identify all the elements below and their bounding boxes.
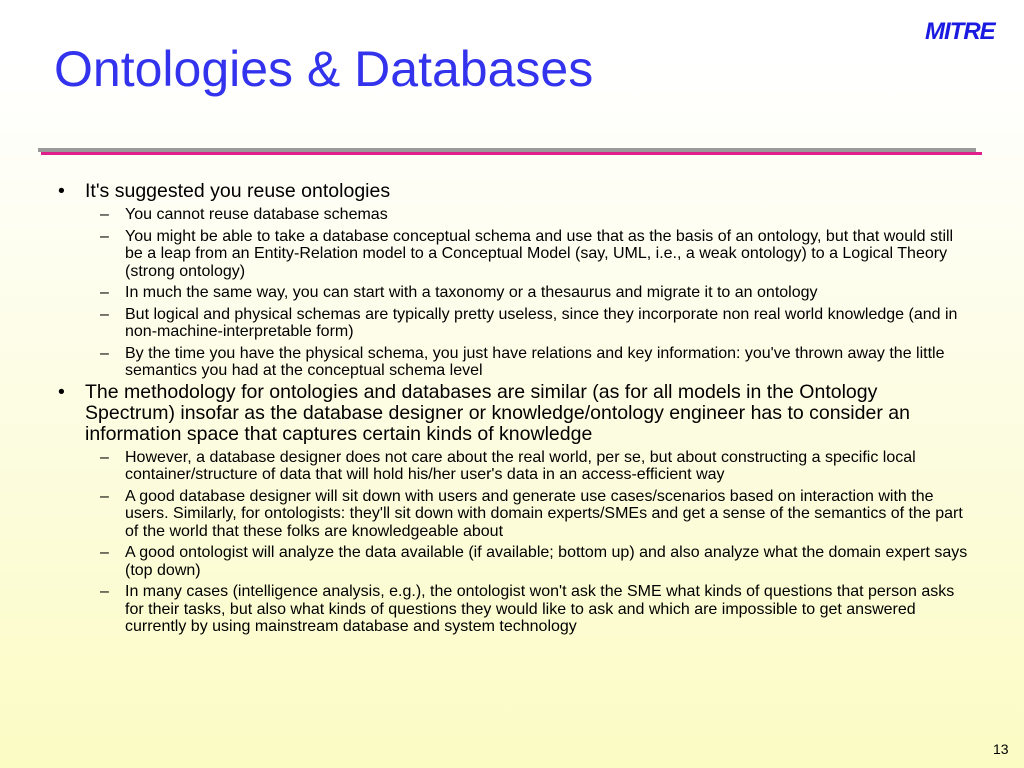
sub-bullet-text: In much the same way, you can start with a taxonomy or a thesaurus and migrate it to an ontology — [125, 284, 818, 301]
sub-bullet-item — [58, 449, 968, 484]
title-divider — [38, 148, 982, 156]
sub-bullet-text: A good database designer will sit down with users and generate use cases/scenarios based on interaction with the users. Similarly, for ontologists: they'll sit down with domain experts/SMEs and get a sense of the semantics of the part of the world that these folks are knowledgeable about — [125, 487, 963, 540]
sub-bullet-marker: – — [100, 305, 109, 323]
sub-bullet-text: But logical and physical schemas are typically pretty useless, since they incorporate non real world knowledge (and in non-machine-interpretable form) — [125, 305, 958, 340]
mitre-logo: MITRE — [925, 18, 995, 45]
sub-bullet-text: In many cases (intelligence analysis, e.g.), the ontologist won't ask the SME what kinds of questions that person asks for their tasks, but also what kinds of questions they would like to ask and which are impossible to get answered currently by using mainstream database and system technology — [125, 583, 955, 635]
sub-bullet-text: By the time you have the physical schema, you just have relations and key information: you've thrown away the little semantics you had at the conceptual schema level — [125, 344, 945, 379]
slide-title: Ontologies & Databases — [54, 41, 594, 97]
sub-bullet-item — [58, 544, 968, 579]
bullet-item — [58, 382, 968, 445]
sub-bullet-item — [58, 228, 968, 281]
sub-bullet-marker: – — [100, 487, 109, 505]
bullet-group — [58, 382, 968, 636]
bullet-group — [58, 181, 968, 380]
page-number: 13 — [993, 741, 1009, 757]
sub-bullet-item — [58, 206, 968, 224]
sub-bullet-marker: – — [100, 206, 109, 223]
sub-bullet-text: A good ontologist will analyze the data available (if available; bottom up) and also analyze what the domain expert says (top down) — [125, 544, 968, 579]
bullet-text: It's suggested you reuse ontologies — [85, 180, 391, 202]
sub-bullet-marker: – — [100, 227, 109, 245]
bullet-marker: • — [58, 180, 65, 202]
sub-bullet-text: You cannot reuse database schemas — [125, 206, 388, 223]
sub-bullet-item — [58, 284, 968, 302]
sub-bullet-item — [58, 583, 968, 636]
bullet-item — [58, 181, 968, 202]
bullet-text: The methodology for ontologies and databases are similar (as for all models in the Ontology Spectrum) insofar as the database designer or knowledge/ontology engineer has to consider an information space that captures certain kinds of knowledge — [85, 380, 910, 445]
sub-bullet-marker: – — [100, 544, 109, 561]
sub-bullet-item — [58, 345, 968, 380]
sub-bullet-marker: – — [100, 448, 109, 466]
sub-bullet-marker: – — [100, 583, 109, 600]
sub-bullet-text: However, a database designer does not care about the real world, per se, but about constructing a specific local container/structure of data that will hold his/her user's data in an access-efficient way — [125, 448, 916, 483]
sub-bullet-marker: – — [100, 284, 109, 301]
sub-bullet-item — [58, 488, 968, 541]
sub-bullet-text: You might be able to take a database conceptual schema and use that as the basis of an ontology, but that would still be a leap from an Entity-Relation model to a Conceptual Model (say, UML, i.e., a weak ontology) to a Logical Theory (strong ontology) — [125, 227, 954, 280]
slide-body — [58, 179, 968, 638]
divider-pink-line — [41, 152, 982, 155]
sub-bullet-marker: – — [100, 344, 109, 362]
bullet-marker: • — [58, 380, 65, 403]
sub-bullet-item — [58, 306, 968, 341]
